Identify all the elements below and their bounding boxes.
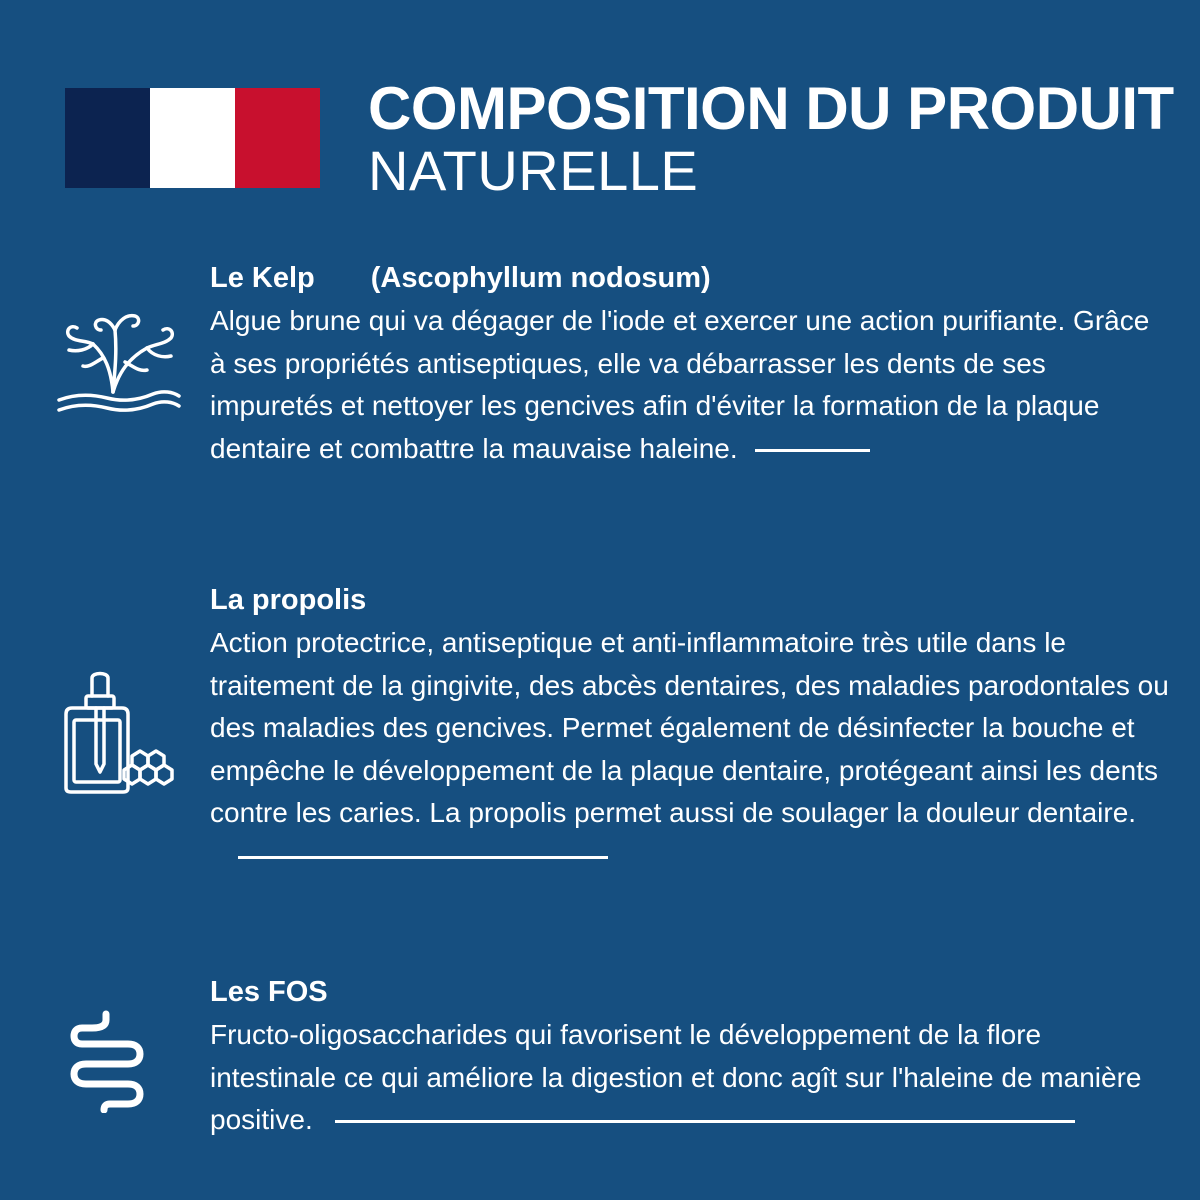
ingredient-name: La propolis xyxy=(210,584,367,616)
flag-red-stripe xyxy=(235,88,320,188)
dropper-bottle-honeycomb-icon xyxy=(62,668,177,796)
divider-line xyxy=(238,856,608,859)
page-subtitle: NATURELLE xyxy=(368,139,699,202)
french-flag xyxy=(65,88,320,188)
ingredient-propolis xyxy=(210,580,1170,877)
ingredient-name: Les FOS xyxy=(210,976,328,1008)
ingredient-name: Le Kelp xyxy=(210,262,315,294)
page-title: COMPOSITION DU PRODUIT xyxy=(368,75,1174,142)
flag-blue-stripe xyxy=(65,88,150,188)
divider-line xyxy=(335,1120,1075,1123)
flag-white-stripe xyxy=(150,88,235,188)
ingredient-description: Fructo-oligosaccharides qui favorisent le développement de la flore intestinale ce qui améliore la digestion et donc agît sur l'haleine de manière positive. xyxy=(210,1019,1142,1135)
intestine-icon xyxy=(70,1008,148,1113)
divider-line xyxy=(755,449,870,452)
ingredient-latin-name: (Ascophyllum nodosum) xyxy=(370,262,711,294)
ingredient-kelp xyxy=(210,258,1170,470)
ingredient-fos xyxy=(210,972,1170,1142)
ingredient-description: Algue brune qui va dégager de l'iode et exercer une action purifiante. Grâce à ses propriétés antiseptiques, elle va débarrasser les dents de ses impuretés et nettoyer les gencives afin d'éviter la formation de la plaque dentaire et combattre la mauvaise haleine. xyxy=(210,305,1150,464)
seaweed-icon xyxy=(55,300,185,415)
ingredient-description: Action protectrice, antiseptique et anti-inflammatoire très utile dans le traitement de la gingivite, des abcès dentaires, des maladies parodontales ou des maladies des gencives. Permet également de désinfecter la bouche et empêche le développement de la plaque dentaire, protégeant ainsi les dents contre les caries. La propolis permet aussi de soulager la douleur dentaire. xyxy=(210,627,1169,828)
